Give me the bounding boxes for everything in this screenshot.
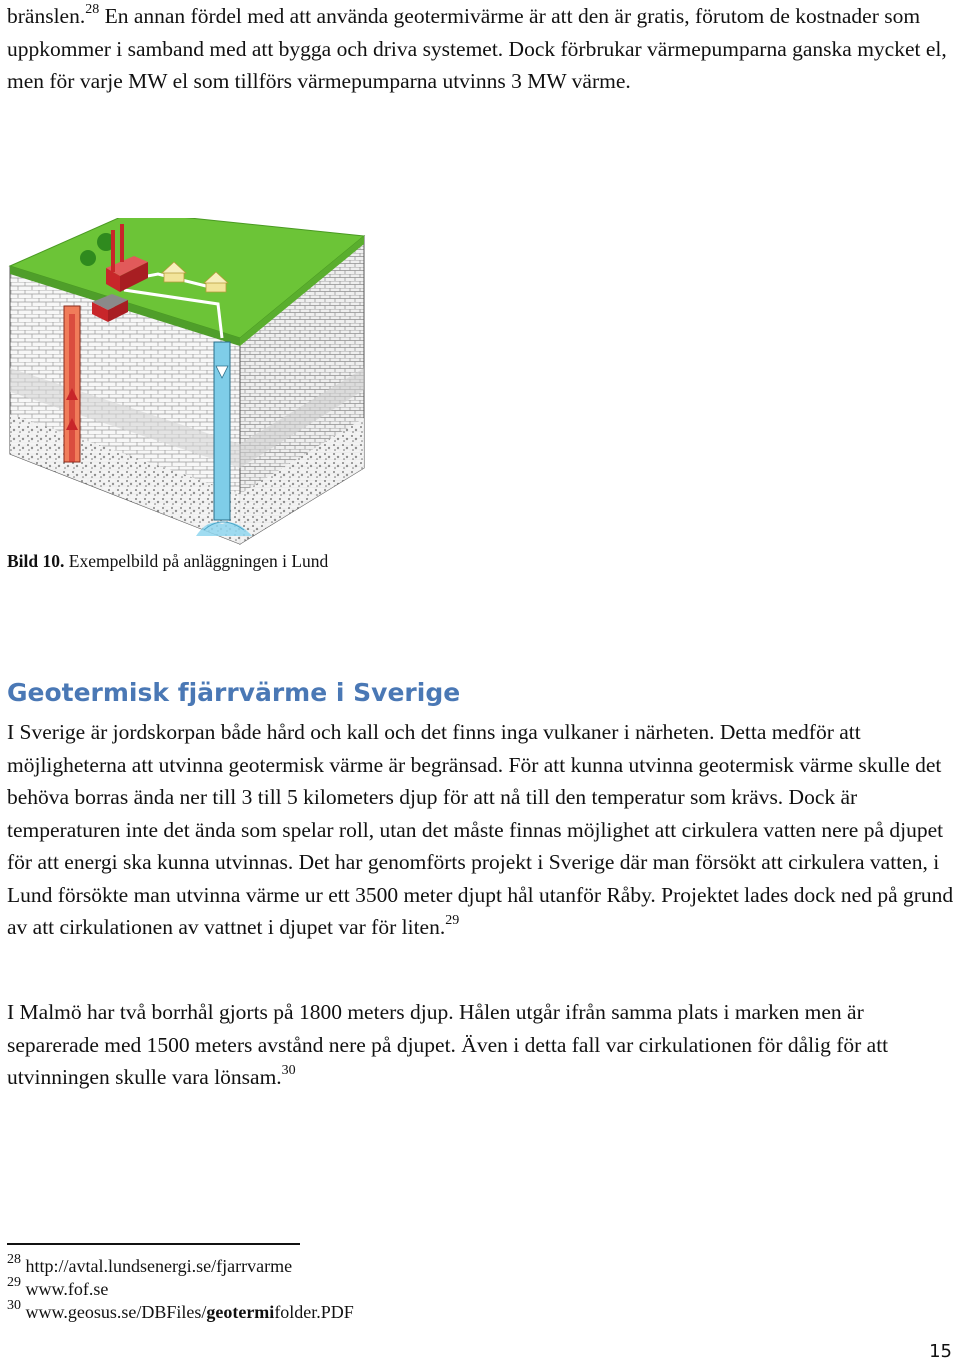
footnote-separator bbox=[7, 1243, 300, 1245]
footnote-29 bbox=[7, 1277, 108, 1301]
intro-paragraph bbox=[7, 0, 957, 98]
footnote-ref-29[interactable]: 29 bbox=[445, 912, 460, 928]
footnote-link[interactable]: www.fof.se bbox=[25, 1279, 109, 1299]
intro-lead: bränslen. bbox=[7, 4, 86, 28]
section-paragraph-1 bbox=[7, 716, 957, 944]
footnote-link-pre: www.geosus.se/DBFiles/ bbox=[25, 1302, 207, 1322]
footnote-28 bbox=[7, 1254, 292, 1278]
page-number: 15 bbox=[929, 1341, 952, 1362]
section-heading: Geotermisk fjärrvärme i Sverige bbox=[7, 678, 461, 707]
footnote-number: 29 bbox=[7, 1275, 21, 1290]
footnote-link-bold: geotermi bbox=[206, 1302, 275, 1322]
footnote-ref-28[interactable]: 28 bbox=[85, 1, 100, 17]
footnote-link[interactable] bbox=[26, 1302, 354, 1322]
section-paragraph-1-text: I Sverige är jordskorpan både hård och kall och det finns inga vulkaner i närheten. Detta medför att möjligheterna att utvinna geotermisk värme är begränsad. För att kunna utvinna geotermisk värme skulle det behöva borras ända ner till 3 till 5 kilometers djup för att nå till den temperatur som krävs. Dock är temperaturen inte det ända som spelar roll, utan det måste finnas möjlighet att cirkulera vatten nere på djupet för att energi ska kunna utvinnas. Det har genomförts projekt i Sverige där man försökt att cirkulera vatten, i Lund försökte man utvinna värme ur ett 3500 meter djupt hål utanför Råby. Projektet lades dock ned på grund av att cirkulationen av vattnet i djupet var för liten. bbox=[7, 720, 954, 939]
section-paragraph-2-text: I Malmö har två borrhål gjorts på 1800 meters djup. Hålen utgår ifrån samma plats i marken men är separerade med 1500 meters avstånd nere på djupet. Även i detta fall var cirkulationen för dålig för att utvinningen skulle vara lönsam. bbox=[7, 1000, 889, 1089]
footnote-number: 30 bbox=[7, 1298, 21, 1313]
geothermal-plant-illustration bbox=[8, 218, 366, 546]
section-paragraph-2 bbox=[7, 996, 957, 1094]
footnote-link-post: folder.PDF bbox=[274, 1302, 354, 1322]
footnote-link[interactable]: http://avtal.lundsenergi.se/fjarrvarme bbox=[25, 1256, 293, 1276]
figure-caption bbox=[7, 549, 328, 573]
footnote-ref-30[interactable]: 30 bbox=[281, 1062, 296, 1078]
caption-text: Exempelbild på anläggningen i Lund bbox=[64, 551, 329, 571]
footnote-30 bbox=[7, 1300, 354, 1324]
intro-text: En annan fördel med att använda geotermivärme är att den är gratis, förutom de kostnader som uppkommer i samband med att bygga och driva systemet. Dock förbrukar värmepumparna ganska mycket el, men för varje MW el som tillförs värmepumparna utvinns 3 MW värme. bbox=[7, 4, 947, 93]
caption-label: Bild 10. bbox=[7, 551, 65, 571]
footnote-number: 28 bbox=[7, 1252, 21, 1267]
